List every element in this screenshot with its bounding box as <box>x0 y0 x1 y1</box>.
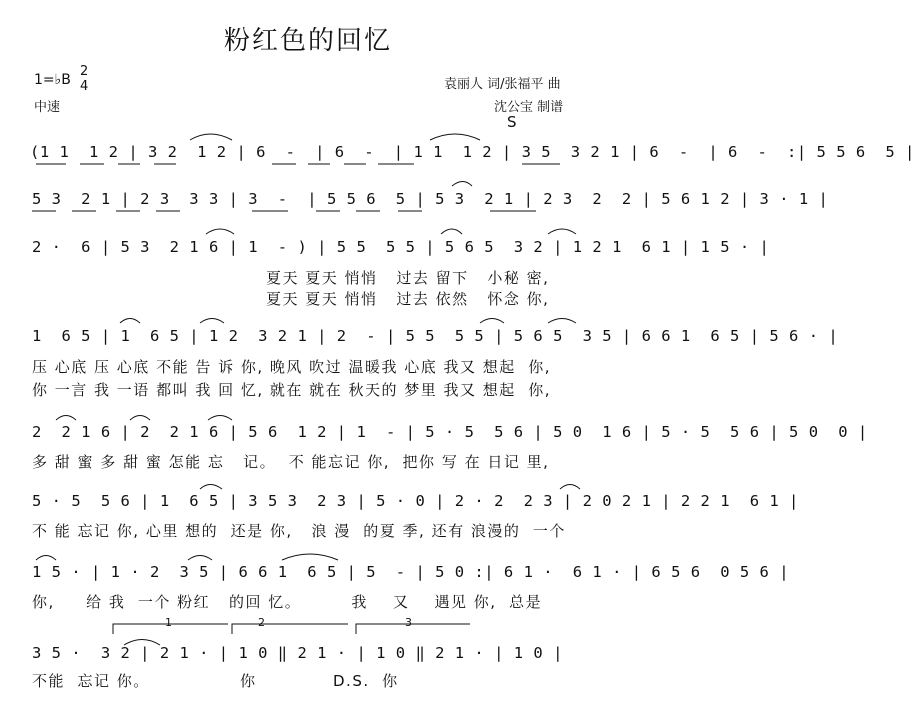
credits: 袁丽人 词/张福平 曲 <box>444 77 561 92</box>
lyrics-row-6: 不 能 忘记 你, 心里 想的 还是 你, 浪 漫 的夏 季, 还有 浪漫的 一个 <box>32 522 566 540</box>
lyrics-row-7: 你, 给 我 一个 粉红 的回 忆。 我 又 遇见 你, 总是 <box>32 593 543 611</box>
arranger: 沈公宝 制谱 <box>494 100 564 115</box>
lyrics-row-5: 多 甜 蜜 多 甜 蜜 怎能 忘 记。 不 能忘记 你, 把你 写 在 日记 里, <box>32 453 550 471</box>
notation-row-8: 3 5 · 3 2 | 2 1 · | 1 0 ‖ 2 1 · | 1 0 ‖ 2 1 · | 1 0 | <box>32 644 563 662</box>
notation-row-4: 1 6 5 | 1 6 5 | 1 2 3 2 1 | 2 - | 5 5 5 5 | 5 6 5 3 5 | 6 6 1 6 5 | 5 6 · | <box>32 327 839 345</box>
ending-3-lyric: D.S. 你 <box>333 672 399 690</box>
lyrics-row-4-verse-2: 你 一言 我 一语 都叫 我 回 忆, 就在 就在 秋天的 梦里 我又 想起 你, <box>32 381 552 399</box>
time-signature-denominator: 4 <box>80 79 89 94</box>
notation-row-2: 5 3 2 1 | 2 3 3 3 | 3 - | 5 5 6 5 | 5 3 2 1 | 2 3 2 2 | 5 6 1 2 | 3 · 1 | <box>32 190 829 208</box>
lyrics-row-4-verse-1: 压 心底 压 心底 不能 告 诉 你, 晚风 吹过 温暖我 心底 我又 想起 你, <box>32 358 552 376</box>
notation-row-7: 1 5 · | 1 · 2 3 5 | 6 6 1 6 5 | 5 - | 5 0 :| 6 1 · 6 1 · | 6 5 6 0 5 6 | <box>32 563 790 581</box>
notation-row-5: 2 2 1 6 | 2 2 1 6 | 5 6 1 2 | 1 - | 5 · 5 5 6 | 5 0 1 6 | 5 · 5 5 6 | 5 0 0 | <box>32 423 868 441</box>
time-signature-numerator: 2 <box>80 64 89 79</box>
tempo-marking: 中速 <box>34 100 61 115</box>
lyrics-row-3-verse-1: 夏天 夏天 悄悄 过去 留下 小秘 密, <box>266 269 550 287</box>
lyrics-row-3-verse-2: 夏天 夏天 悄悄 过去 依然 怀念 你, <box>266 290 550 308</box>
key-signature: 1=♭B <box>34 72 71 88</box>
notation-row-3: 2 · 6 | 5 3 2 1 6 | 1 - ) | 5 5 5 5 | 5 6 5 3 2 | 1 2 1 6 1 | 1 5 · | <box>32 238 770 256</box>
song-title: 粉红色的回忆 <box>223 26 392 56</box>
lyrics-row-8: 不能 忘记 你。 <box>32 672 150 690</box>
segno-mark: S <box>507 113 517 131</box>
notation-row-1: (1 1 1 2 | 3 2 1 2 | 6 - | 6 - | 1 1 1 2 | 3 5 3 2 1 | 6 - | 6 - :| 5 5 6 5 | <box>30 143 915 161</box>
notation-row-6: 5 · 5 5 6 | 1 6 5 | 3 5 3 2 3 | 5 · 0 | 2 · 2 2 3 | 2 0 2 1 | 2 2 1 6 1 | <box>32 492 799 510</box>
ending-2-lyric: 你 <box>240 672 257 690</box>
volta-2-label: 2 <box>258 616 265 629</box>
volta-3-label: 3 <box>405 616 412 629</box>
volta-1-label: 1 <box>165 616 172 629</box>
